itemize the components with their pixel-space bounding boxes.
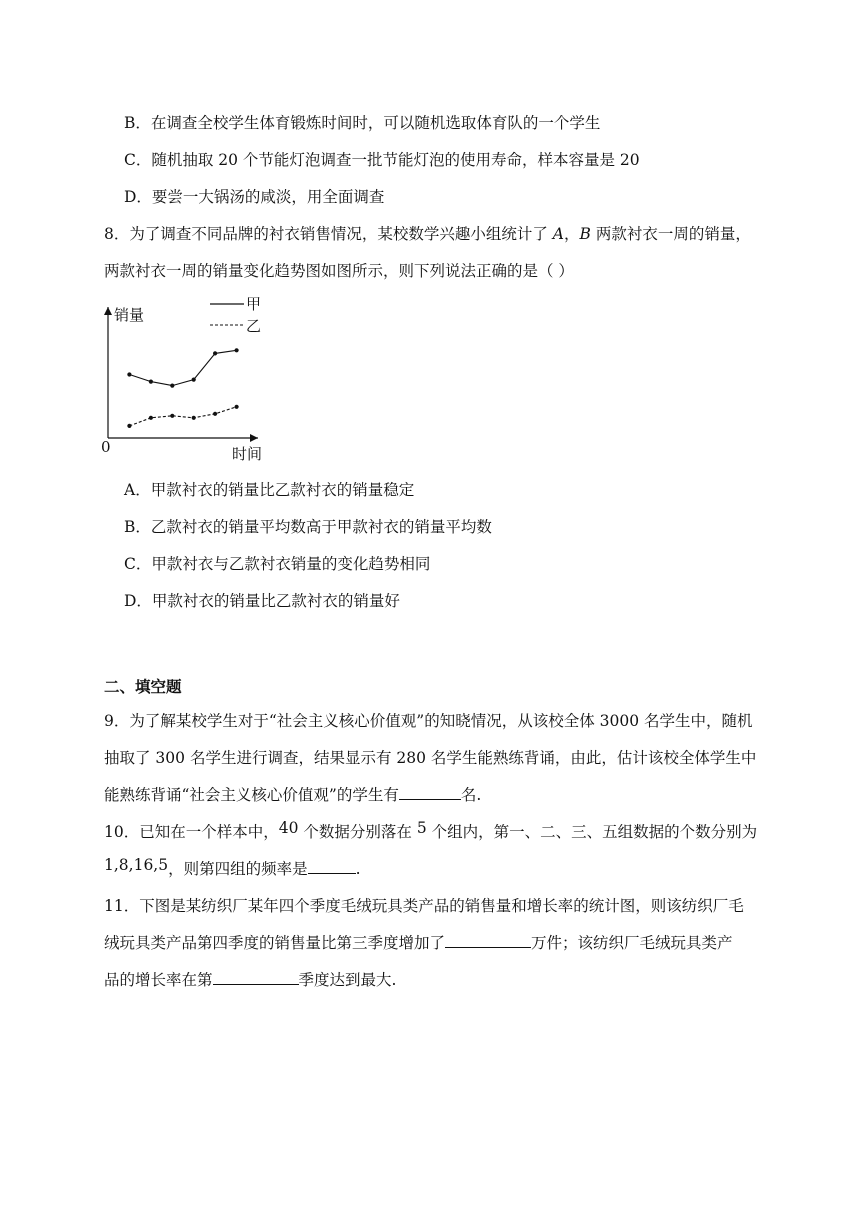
q9-answer-blank[interactable]: [399, 785, 461, 800]
q8-option-d: D．甲款衬衣的销量比乙款衬衣的销量好: [124, 592, 400, 610]
q11-line-1: 11．下图是某纺织厂某年四个季度毛绒玩具类产品的销售量和增长率的统计图，则该纺织厂毛: [104, 897, 744, 915]
series-2-point-1: [127, 424, 131, 428]
q9-line-1: 9．为了解某校学生对于“社会主义核心价值观”的知晓情况，从该校全体 3000 名学生中，随机: [104, 712, 753, 730]
sales-trend-chart: [96, 294, 286, 464]
q10-suffix-b: .: [355, 860, 361, 878]
q10-group-count: 5: [416, 819, 427, 837]
q10-counts: 1,8,16,5: [104, 856, 169, 874]
chart-origin-label: 0: [101, 438, 111, 456]
q8-stem-line-2: 两款衬衣一周的销量变化趋势图如图所示，则下列说法正确的是（ ）: [104, 262, 574, 280]
q10-suffix-a: ，则第四组的频率是: [168, 860, 308, 878]
q8-separator: ，: [564, 225, 580, 243]
series-1-point-5: [213, 351, 217, 355]
q9-line-3-suffix: 名.: [460, 786, 482, 804]
q8-option-c: C．甲款衬衣与乙款衬衣销量的变化趋势相同: [124, 555, 431, 573]
q11-line-3-suffix: 季度达到最大.: [298, 971, 397, 989]
q7-option-d: D．要尝一大锅汤的咸淡，用全面调查: [124, 188, 385, 206]
q11-answer-blank-1[interactable]: [445, 933, 531, 948]
series-2-line: [129, 407, 236, 426]
q10-line-1: [104, 819, 758, 842]
q8-option-a: A．甲款衬衣的销量比乙款衬衣的销量稳定: [124, 481, 415, 499]
q10-line-2: [104, 856, 361, 879]
q7-option-b: B．在调查全校学生体育锻炼时间时，可以随机选取体育队的一个学生: [124, 114, 601, 132]
q11-line-2: [104, 933, 733, 953]
series-2-point-6: [235, 405, 239, 409]
chart-axes: [104, 307, 258, 442]
q9-line-3-text: 能熟练背诵“社会主义核心价值观”的学生有: [104, 786, 399, 804]
q9-line-3: [104, 785, 481, 805]
legend-series-2-label: 乙: [246, 317, 262, 335]
series-2-point-2: [149, 416, 153, 420]
series-1-point-4: [192, 378, 196, 382]
q11-line-3-text: 品的增长率在第: [104, 971, 213, 989]
chart-legend: [210, 295, 261, 335]
q8-stem-line-1: [104, 224, 751, 244]
series-1-line: [129, 350, 236, 385]
y-axis-arrow: [104, 307, 112, 315]
q10-sample-size: 40: [278, 819, 299, 837]
q7-option-c: C．随机抽取 20 个节能灯泡调查一批节能灯泡的使用寿命，样本容量是 20: [124, 151, 640, 169]
q10-mid-b: 个组内，第一、二、三、五组数据的个数分别为: [426, 823, 758, 841]
chart-x-label: 时间: [232, 445, 263, 463]
q10-answer-blank[interactable]: [308, 859, 356, 874]
q8-stem-text-b: 两款衬衣一周的销量，: [590, 225, 751, 243]
q11-answer-blank-2[interactable]: [213, 970, 299, 985]
q8-stem-text: 8．为了调查不同品牌的衬衣销售情况，某校数学兴趣小组统计了: [104, 225, 553, 243]
q10-prefix: 10．已知在一个样本中，: [104, 823, 279, 841]
q11-line-2-suffix: 万件；该纺织厂毛绒玩具类产: [531, 934, 733, 952]
series-1-point-1: [127, 372, 131, 376]
series-1-point-3: [170, 384, 174, 388]
chart-plot-area: [127, 348, 238, 428]
series-1-point-6: [235, 348, 239, 352]
q8-var-a: A: [552, 225, 564, 243]
legend-series-1-label: 甲: [246, 295, 262, 313]
q11-line-3: [104, 970, 396, 990]
q8-var-b: B: [579, 225, 591, 243]
series-1-point-2: [149, 380, 153, 384]
q10-mid-a: 个数据分别落在: [298, 823, 417, 841]
series-2-point-5: [213, 412, 217, 416]
q11-line-2-text: 绒玩具类产品第四季度的销售量比第三季度增加了: [104, 934, 446, 952]
q8-option-b: B．乙款衬衣的销量平均数高于甲款衬衣的销量平均数: [124, 518, 492, 536]
series-2-point-3: [170, 414, 174, 418]
section-title: 二、填空题: [104, 678, 182, 696]
x-axis-arrow: [250, 434, 258, 442]
chart-y-label: 销量: [114, 306, 145, 324]
series-2-point-4: [192, 416, 196, 420]
q9-line-2: 抽取了 300 名学生进行调查，结果显示有 280 名学生能熟练背诵，由此，估计该校全体学生中: [104, 749, 757, 767]
